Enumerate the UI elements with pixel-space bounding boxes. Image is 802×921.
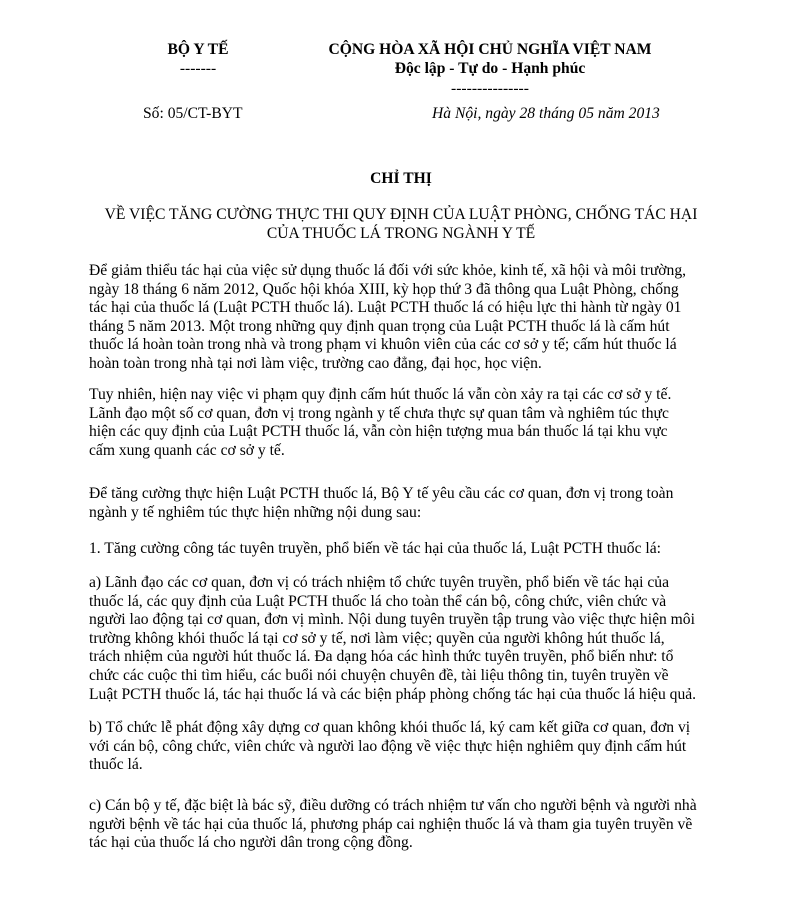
text-line: trường không khói thuốc lá tại cơ sở y tế, nơi làm việc; quyền của người không hút thuốc lá, — [89, 629, 665, 647]
text-line: Để tăng cường thực hiện Luật PCTH thuốc lá, Bộ Y tế yêu cầu các cơ quan, đơn vị trong toàn — [89, 485, 674, 502]
place-date: Hà Nội, ngày 28 tháng 05 năm 2013 — [432, 105, 660, 122]
text-line: b) Tổ chức lễ phát động xây dựng cơ quan không khói thuốc lá, ký cam kết giữa cơ quan, đơn vị — [89, 719, 691, 736]
text-line: 1. Tăng cường công tác tuyên truyền, phổ biến về tác hại của thuốc lá, Luật PCTH thuốc lá: — [89, 540, 661, 557]
text-line: Luật PCTH thuốc lá, tác hại thuốc lá và các biện pháp phòng chống tác hại của thuốc lá hiệu quả. — [89, 685, 697, 703]
issuing-org: BỘ Y TẾ — [167, 41, 229, 58]
text-line: người lao động tại cơ quan, đơn vị mình. Nội dung tuyên truyền tập trung vào việc thực hiện môi — [89, 611, 695, 629]
paragraph-item-a — [89, 574, 729, 704]
text-line: hiện các quy định của Luật PCTH thuốc lá, vẫn còn hiện tượng mua bán thuốc lá tại khu vực — [89, 423, 668, 441]
paragraph-intro — [89, 262, 729, 374]
text-line: trách nhiệm của người hút thuốc lá. Đa dạng hóa các hình thức tuyên truyền, phổ biến như: tổ — [89, 648, 674, 666]
text-line: thuốc lá hoàn toàn trong nhà và trong phạm vi khuôn viên của các cơ sở y tế; cấm hút thuốc lá — [89, 336, 677, 354]
country-name: CỘNG HÒA XÃ HỘI CHỦ NGHĨA VIỆT NAM — [328, 41, 652, 58]
paragraph-item-b — [89, 719, 729, 775]
paragraph-requirements — [89, 485, 729, 522]
text-line: Lãnh đạo một số cơ quan, đơn vị trong ngành y tế chưa thực sự quan tâm và nghiêm túc thực — [89, 404, 669, 422]
text-line: tác hại của thuốc lá (Luật PCTH thuốc lá). Luật PCTH thuốc lá có hiệu lực thi hành từ ngày 01 — [89, 299, 682, 317]
text-line: hoàn toàn trong nhà tại nơi làm việc, trường cao đẳng, đại học, học viện. — [89, 354, 542, 372]
org-separator: ------- — [179, 60, 217, 77]
text-line: cấm xung quanh các cơ sở y tế. — [89, 441, 285, 459]
text-line: Để giảm thiểu tác hại của việc sử dụng thuốc lá đối với sức khỏe, kinh tế, xã hội và môi trường, — [89, 262, 687, 279]
document-subtitle-line-2: CỦA THUỐC LÁ TRONG NGÀNH Y TẾ — [266, 225, 536, 242]
text-line: người bệnh về tác hại của thuốc lá, phương pháp cai nghiện thuốc lá và tham gia tuyên truyền về — [89, 815, 693, 833]
motto-separator: --------------- — [451, 80, 529, 97]
text-line: chức các cuộc thi tìm hiểu, các buổi nói chuyện chuyên đề, tài liệu thông tin, tuyên truyền về — [89, 666, 669, 684]
text-line: tác hại của thuốc lá cho người dân trong cộng đồng. — [89, 834, 413, 852]
text-line: a) Lãnh đạo các cơ quan, đơn vị có trách nhiệm tổ chức tuyên truyền, phổ biến về tác hại của — [89, 574, 670, 591]
document-subtitle-line-1: VỀ VIỆC TĂNG CƯỜNG THỰC THI QUY ĐỊNH CỦA LUẬT PHÒNG, CHỐNG TÁC HẠI — [104, 206, 698, 223]
text-line: c) Cán bộ y tế, đặc biệt là bác sỹ, điều dưỡng có trách nhiệm tư vấn cho người bệnh và người nhà — [89, 797, 697, 814]
text-line: Tuy nhiên, hiện nay việc vi phạm quy định cấm hút thuốc lá vẫn còn xảy ra tại các cơ sở y tế. — [89, 386, 672, 403]
text-line: thuốc lá. — [89, 756, 143, 774]
document-number: Số: 05/CT-BYT — [143, 105, 243, 122]
document-title: CHỈ THỊ — [370, 170, 432, 187]
text-line: tháng 5 năm 2013. Một trong những quy định quan trọng của Luật PCTH thuốc lá là cấm hút — [89, 317, 670, 335]
national-motto: Độc lập - Tự do - Hạnh phúc — [394, 60, 586, 77]
text-line: ngày 18 tháng 6 năm 2012, Quốc hội khóa XIII, kỳ họp thứ 3 đã thông qua Luật Phòng, chống — [89, 280, 679, 298]
text-line: thuốc lá, các quy định của Luật PCTH thuốc lá cho toàn thể cán bộ, công chức, viên chức và — [89, 592, 667, 610]
text-line: ngành y tế nghiêm túc thực hiện những nội dung sau: — [89, 503, 422, 521]
text-line: với cán bộ, công chức, viên chức và người lao động về việc thực hiện nghiêm quy định cấm hút — [89, 737, 687, 755]
paragraph-violations — [89, 386, 729, 460]
paragraph-item-c — [89, 797, 729, 853]
section-1-heading — [89, 540, 729, 559]
